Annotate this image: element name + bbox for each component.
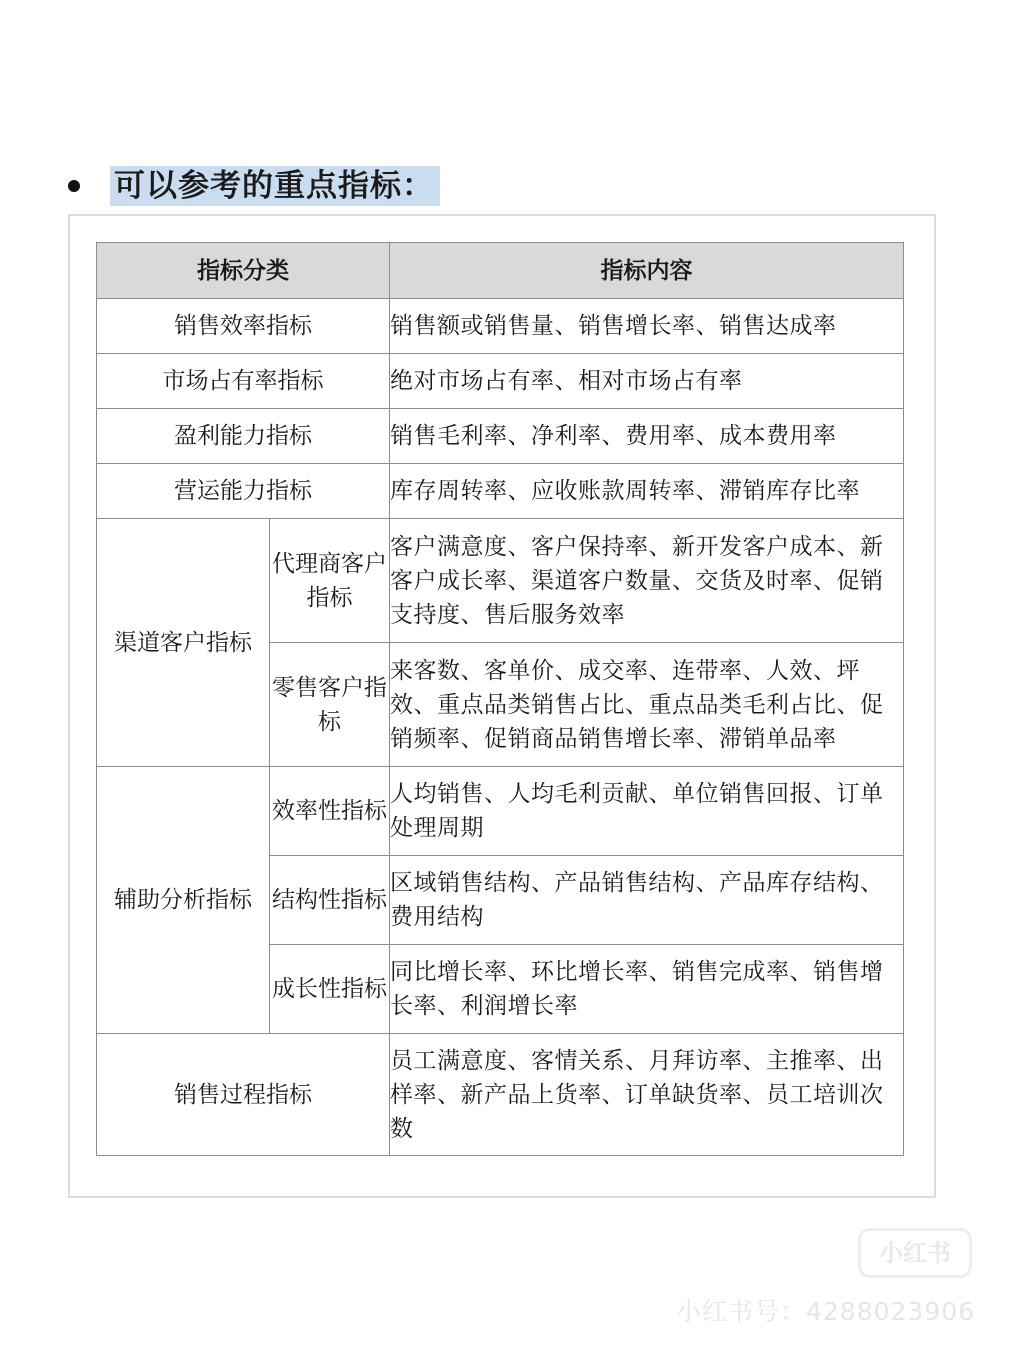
row-category: 盈利能力指标 [97,409,390,464]
row-category: 销售过程指标 [97,1034,390,1156]
metrics-table [96,242,904,1156]
sub-category: 效率性指标 [270,767,390,856]
watermark-logo: 小红书 [858,1228,972,1278]
header-content: 指标内容 [390,243,904,299]
row-content: 区域销售结构、产品销售结构、产品库存结构、费用结构 [390,856,904,945]
row-category: 销售效率指标 [97,299,390,354]
table-row [97,464,904,519]
header-category: 指标分类 [97,243,390,299]
row-content: 销售额或销售量、销售增长率、销售达成率 [390,299,904,354]
table-row [97,409,904,464]
table-row [97,519,904,643]
group-category-channel: 渠道客户指标 [97,519,270,767]
bullet-icon [68,180,80,192]
row-content: 同比增长率、环比增长率、销售完成率、销售增长率、利润增长率 [390,945,904,1034]
table-row [97,354,904,409]
row-content: 销售毛利率、净利率、费用率、成本费用率 [390,409,904,464]
row-content: 员工满意度、客情关系、月拜访率、主推率、出样率、新产品上货率、订单缺货率、员工培训次数 [390,1034,904,1156]
row-content: 绝对市场占有率、相对市场占有率 [390,354,904,409]
row-category: 市场占有率指标 [97,354,390,409]
table-header-row [97,243,904,299]
watermark-id: 小红书号：4288023906 [676,1297,976,1326]
row-content: 来客数、客单价、成交率、连带率、人效、坪效、重点品类销售占比、重点品类毛利占比、促销频率、促销商品销售增长率、滞销单品率 [390,643,904,767]
sub-category: 零售客户指标 [270,643,390,767]
sub-category: 结构性指标 [270,856,390,945]
group-category-auxiliary: 辅助分析指标 [97,767,270,1034]
table-row [97,767,904,856]
sub-category: 代理商客户指标 [270,519,390,643]
row-category: 营运能力指标 [97,464,390,519]
row-content: 库存周转率、应收账款周转率、滞销库存比率 [390,464,904,519]
row-content: 客户满意度、客户保持率、新开发客户成本、新客户成长率、渠道客户数量、交货及时率、促销支持度、售后服务效率 [390,519,904,643]
sub-category: 成长性指标 [270,945,390,1034]
heading-text: 可以参考的重点指标： [110,166,440,206]
table-row [97,1034,904,1156]
row-content: 人均销售、人均毛利贡献、单位销售回报、订单处理周期 [390,767,904,856]
table-row [97,299,904,354]
section-heading [68,166,440,206]
